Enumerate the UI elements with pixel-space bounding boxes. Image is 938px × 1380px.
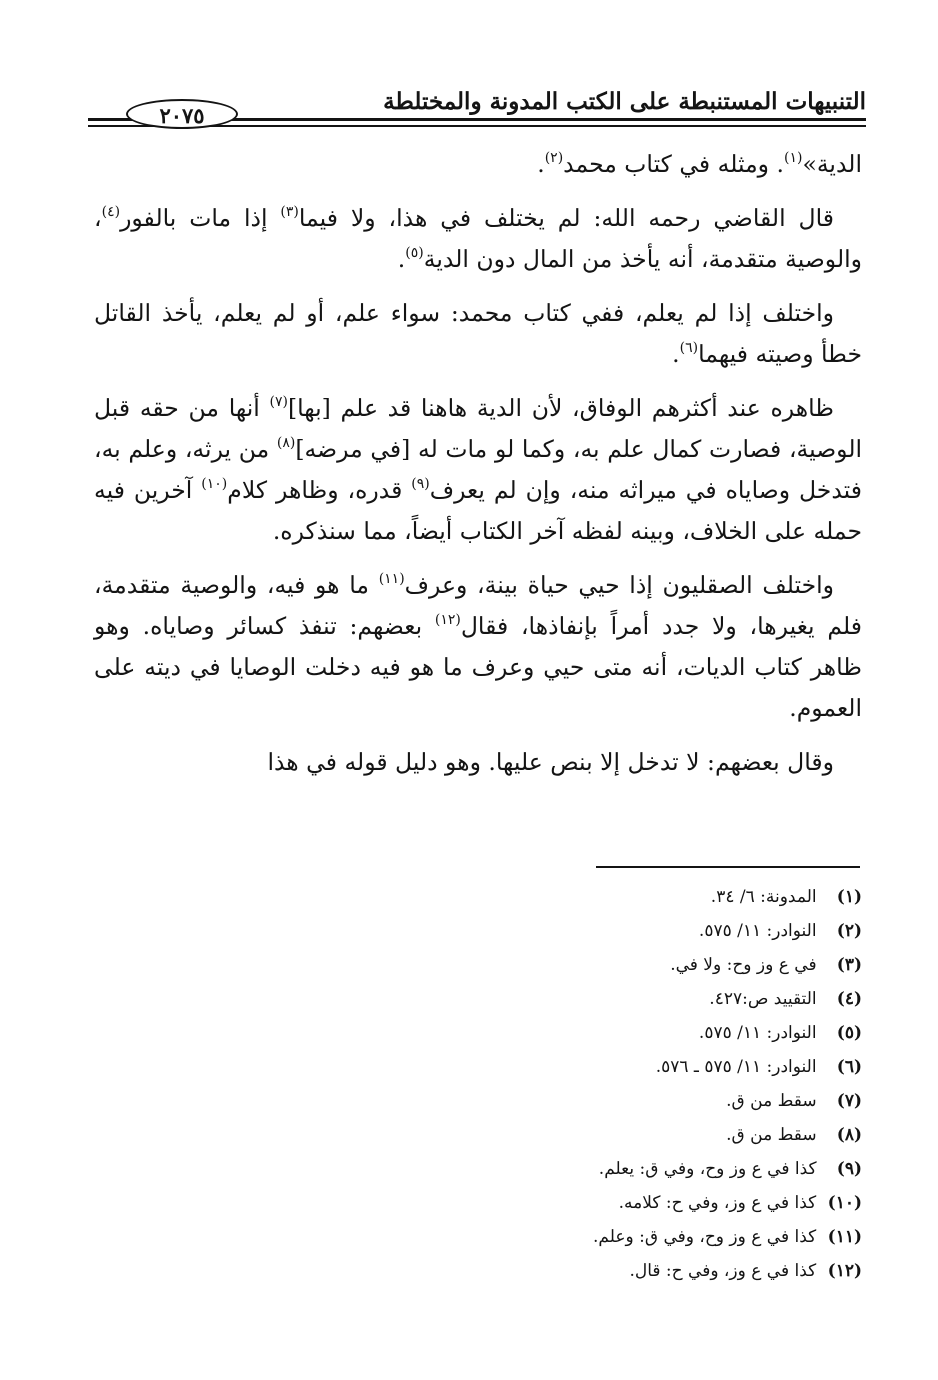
text-run: ، والوصية متقدمة، أنه يأخذ من المال دون الدية (94, 204, 862, 273)
footnote-number: (٩) (836, 1159, 862, 1179)
text-run: واختلف إذا لم يعلم، ففي كتاب محمد: سواء علم، أو لم يعلم، يأخذ القاتل خطأ وصيته فيهما (94, 299, 862, 368)
text-run: أنها من حقه قبل الوصية، فصارت كمال علم به، وكما لو مات له [في مرضه] (94, 394, 863, 463)
text-run: ما هو فيه، والوصية متقدمة، فلم يغيرها، ولا جدد أمراً بإنفاذها، فقال (94, 571, 862, 640)
main-text (94, 144, 862, 783)
footnote-item (362, 1254, 862, 1288)
footnote-ref: (٤) (101, 204, 121, 220)
footnote-number: (٢) (836, 921, 862, 941)
footnote-text: كذا في ع وز، وفي ح: قال. (629, 1261, 817, 1281)
text-run: الدية» (802, 150, 862, 178)
footnote-item (362, 982, 862, 1016)
text-run: واختلف الصقليون إذا حيي حياة بينة، وعرف (404, 571, 834, 599)
text-run: آخرين فيه حمله على الخلاف، وبينه لفظه آخر الكتاب أيضاً، مما سنذكره. (94, 476, 862, 545)
text-run: . ومثله في كتاب محمد (563, 150, 784, 178)
footnote-ref: (٢) (544, 150, 564, 166)
footnote-number: (٣) (836, 955, 862, 975)
footnote-text: في ع وز وح: ولا في. (670, 955, 817, 975)
footnote-text: التقييد ص:٤٢٧. (709, 989, 817, 1009)
footnote-item (362, 1220, 862, 1254)
text-run: إذا مات بالفور (120, 204, 281, 232)
footnote-ref: (٥) (405, 245, 424, 261)
footnote-item (362, 1016, 862, 1050)
footnote-item (362, 948, 862, 982)
footnote-ref: (١٠) (201, 476, 228, 492)
footnote-number: (١١) (827, 1227, 862, 1247)
footnote-item (362, 1084, 862, 1118)
footnote-ref: (٦) (679, 340, 699, 356)
text-run: . (397, 245, 406, 273)
footnote-text: سقط من ق. (726, 1091, 817, 1111)
footnote-ref: (١٢) (434, 612, 461, 628)
footnote-text: المدونة: ٦/ ٣٤. (710, 887, 817, 907)
footnote-ref: (٧) (269, 394, 288, 410)
paragraph (94, 565, 862, 729)
text-run: قدره، وظاهر كلام (227, 476, 412, 504)
footnote-text: النوادر: ١١/ ٥٧٥. (698, 921, 817, 941)
footnote-number: (١) (836, 887, 862, 907)
footnote-number: (٦) (836, 1057, 862, 1077)
paragraph (94, 388, 862, 552)
footnote-number: (٨) (836, 1125, 862, 1145)
footnote-text: سقط من ق. (726, 1125, 817, 1145)
footnote-item (362, 1186, 862, 1220)
footnote-text: كذا في ع وز وح، وفي ق: وعلم. (593, 1227, 817, 1247)
paragraph (94, 144, 862, 185)
footnote-item (362, 914, 862, 948)
footnote-number: (١٠) (827, 1193, 862, 1213)
text-run: ظاهره عند أكثرهم الوفاق، لأن الدية هاهنا قد علم [بها] (287, 394, 834, 422)
running-title: التنبيهات المستنبطة على الكتب المدونة والمختلطة (383, 88, 866, 115)
paragraph (94, 198, 862, 280)
paragraph (94, 742, 862, 783)
footnote-text: كذا في ع وز، وفي ح: كلامه. (618, 1193, 817, 1213)
footnote-ref: (١١) (378, 571, 405, 587)
text-run: . (672, 340, 680, 368)
footnote-number: (٥) (836, 1023, 862, 1043)
footnote-ref: (٣) (280, 204, 299, 220)
text-run: . (537, 150, 545, 178)
page-number: ٢٠٧٥ (126, 99, 238, 129)
footnote-number: (١٢) (827, 1261, 862, 1281)
page-header (88, 78, 866, 138)
footnote-text: النوادر: ١١/ ٥٧٥. (698, 1023, 817, 1043)
text-run: من يرثه، وعلم به، فتدخل وصاياه في ميراثه منه، وإن لم يعرف (94, 435, 862, 504)
text-run: وقال بعضهم: لا تدخل إلا بنص عليها. وهو دليل قوله في هذا (267, 748, 834, 776)
footnote-number: (٤) (836, 989, 862, 1009)
footnote-item (362, 1152, 862, 1186)
footnotes-list (362, 880, 862, 1288)
footnote-item (362, 1118, 862, 1152)
footnote-item (362, 1050, 862, 1084)
text-run: بعضهم: تنفذ كسائر وصاياه. وهو ظاهر كتاب الديات، أنه متى حيي وعرف ما هو فيه دخلت الوصايا في ديته على العموم. (94, 612, 862, 722)
footnote-item (362, 880, 862, 914)
footnote-ref: (٨) (276, 435, 296, 451)
footnote-number: (٧) (836, 1091, 862, 1111)
paragraph (94, 293, 862, 375)
footnote-text: النوادر: ١١/ ٥٧٥ ـ ٥٧٦. (655, 1057, 817, 1077)
footnote-text: كذا في ع وز وح، وفي ق: يعلم. (598, 1159, 817, 1179)
text-run: قال القاضي رحمه الله: لم يختلف في هذا، ولا فيما (298, 204, 834, 232)
footnote-ref: (١) (783, 150, 803, 166)
footnote-ref: (٩) (411, 476, 430, 492)
footnote-separator (596, 866, 860, 868)
